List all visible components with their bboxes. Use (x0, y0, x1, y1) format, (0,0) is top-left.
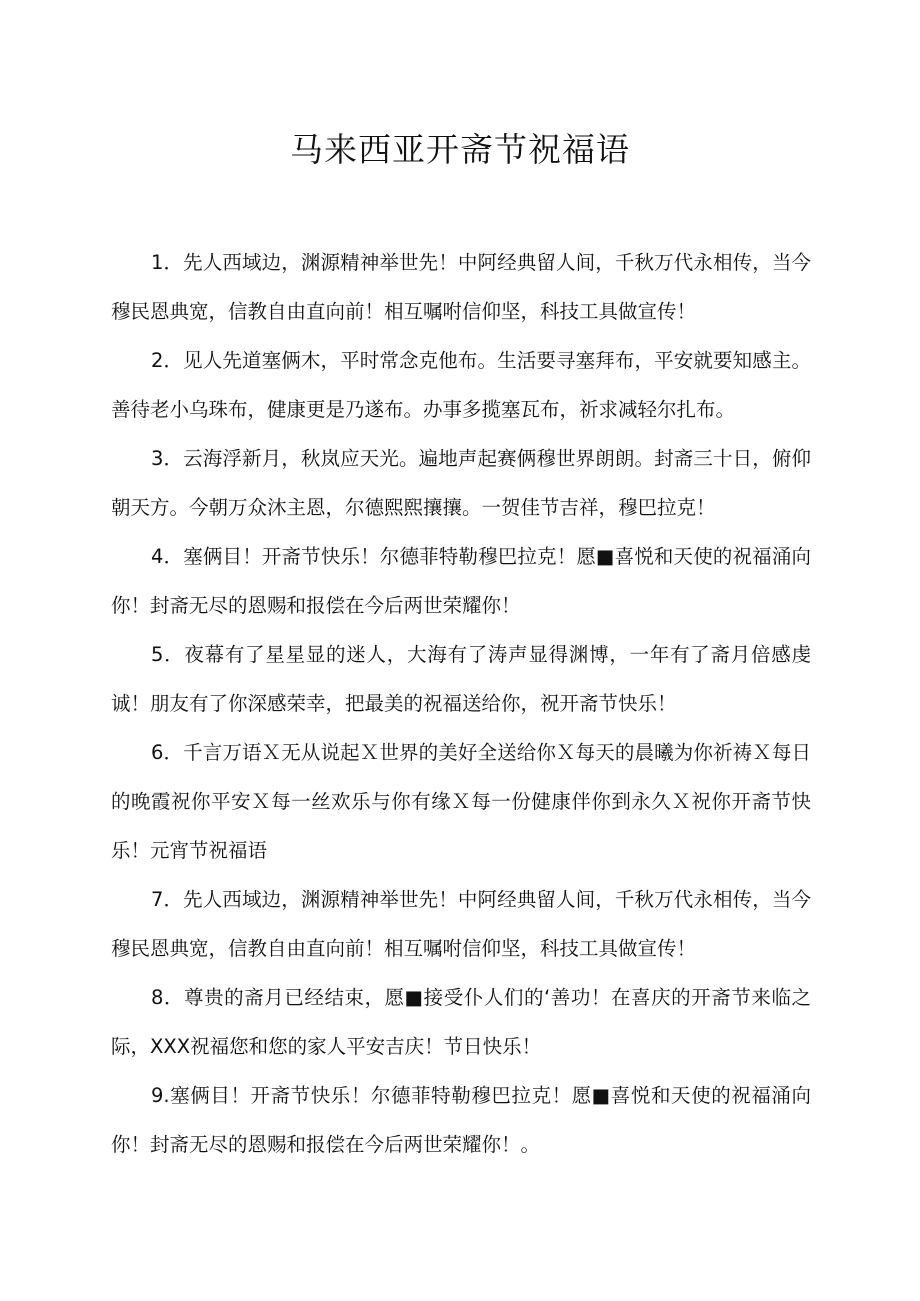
paragraph-4: 4．塞俩目！开斋节快乐！尔德菲特勒穆巴拉克！愿■喜悦和天使的祝福涌向你！封斋无尽的恩赐和报偿在今后两世荣耀你！ (111, 545, 811, 617)
document-body (111, 238, 811, 1169)
paragraph-9: 9.塞俩目！开斋节快乐！尔德菲特勒穆巴拉克！愿■喜悦和天使的祝福涌向你！封斋无尽的恩赐和报偿在今后两世荣耀你！。 (111, 1084, 811, 1156)
paragraph-2: 2．见人先道塞俩木，平时常念克他布。生活要寻塞拜布，平安就要知感主。善待老小乌珠布，健康更是乃遂布。办事多揽塞瓦布，祈求减轻尔扎布。 (111, 349, 811, 421)
page-title: 马来西亚开斋节祝福语 (290, 130, 630, 169)
paragraph-1: 1．先人西域边，渊源精神举世先！中阿经典留人间，千秋万代永相传，当今穆民恩典宽，信教自由直向前！相互嘱咐信仰坚，科技工具做宣传！ (111, 251, 811, 323)
paragraph-3: 3．云海浮新月，秋岚应天光。遍地声起赛俩穆世界朗朗。封斋三十日，俯仰朝天方。今朝万众沐主恩，尔德熙熙攘攘。一贺佳节吉祥，穆巴拉克！ (111, 447, 811, 519)
paragraph-5: 5．夜幕有了星星显的迷人，大海有了涛声显得渊博，一年有了斋月倍感虔诚！朋友有了你深感荣幸，把最美的祝福送给你，祝开斋节快乐！ (111, 643, 811, 715)
paragraph-7: 7．先人西域边，渊源精神举世先！中阿经典留人间，千秋万代永相传，当今穆民恩典宽，信教自由直向前！相互嘱咐信仰坚，科技工具做宣传！ (111, 888, 811, 960)
paragraph-8: 8．尊贵的斋月已经结束，愿■接受仆人们的‘善功！在喜庆的开斋节来临之际，XXX祝福您和您的家人平安吉庆！节日快乐！ (111, 986, 811, 1058)
paragraph-6: 6．千言万语Ｘ无从说起Ｘ世界的美好全送给你Ｘ每天的晨曦为你祈祷Ｘ每日的晚霞祝你平安Ｘ每一丝欢乐与你有缘Ｘ每一份健康伴你到永久Ｘ祝你开斋节快乐！元宵节祝福语 (111, 741, 811, 862)
